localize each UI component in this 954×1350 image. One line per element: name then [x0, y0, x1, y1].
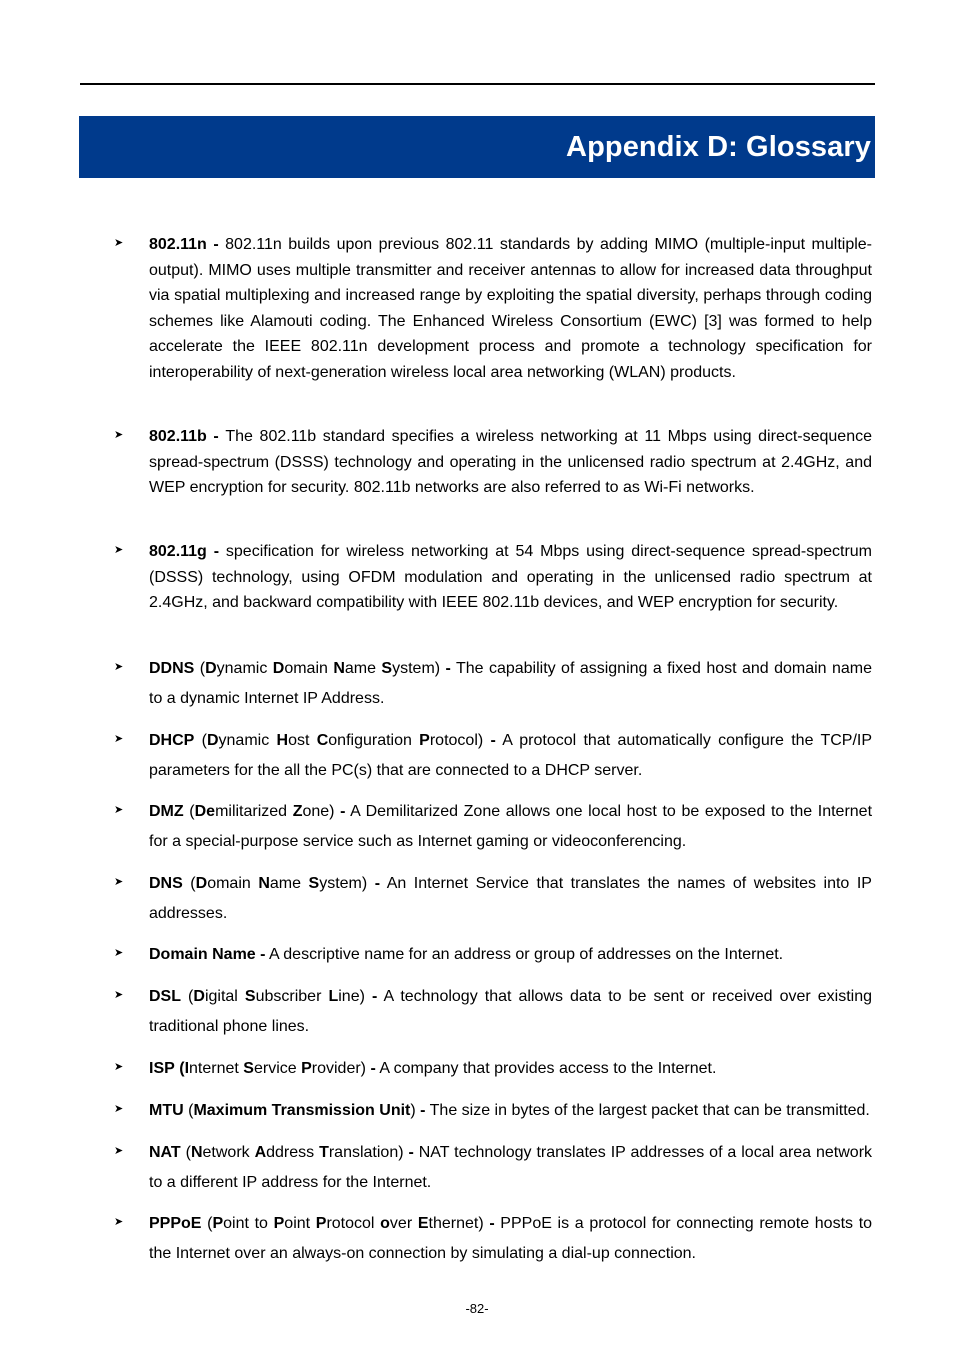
glossary-entry-802-11b — [114, 424, 874, 501]
entry-text: MTU (Maximum Transmission Unit) - The size in bytes of the largest packet that can be transmitted. — [149, 1102, 870, 1119]
glossary-entry-dns — [114, 869, 874, 928]
glossary-entry-domain-name — [114, 940, 874, 970]
page-title: Appendix D: Glossary — [566, 130, 871, 163]
entry-text: PPPoE (Point to Point Protocol over Ethernet) - PPPoE is a protocol for connecting remote hosts to the Internet over an always-on connection by simulating a dial-up connection. — [149, 1215, 873, 1262]
entry-text: DSL (Digital Subscriber Line) - A technology that allows data to be sent or received over existing traditional phone lines. — [149, 988, 872, 1035]
bullet-arrow-icon: ➤ — [114, 1102, 124, 1115]
glossary-entry-dmz — [114, 797, 874, 856]
entry-text: NAT (Network Address Translation) - NAT technology translates IP addresses of a local area network to a different IP address for the Internet. — [149, 1144, 873, 1191]
bullet-arrow-icon: ➤ — [114, 803, 124, 816]
entry-text: Domain Name - A descriptive name for an address or group of addresses on the Internet. — [149, 946, 784, 963]
glossary-entry-isp — [114, 1054, 874, 1084]
bullet-arrow-icon: ➤ — [114, 1060, 124, 1073]
bullet-arrow-icon: ➤ — [114, 660, 124, 673]
glossary-entry-dhcp — [114, 726, 874, 785]
bullet-arrow-icon: ➤ — [114, 428, 124, 441]
page-number: -82- — [465, 1301, 489, 1316]
glossary-entry-802-11n — [114, 232, 874, 386]
bullet-arrow-icon: ➤ — [114, 543, 124, 556]
entry-text: DMZ (Demilitarized Zone) - A Demilitarized Zone allows one local host to be exposed to the Internet for a special-purpose service such as Internet gaming or videoconferencing. — [149, 803, 873, 850]
bullet-arrow-icon: ➤ — [114, 988, 124, 1001]
entry-text: 802.11b - The 802.11b standard specifies a wireless networking at 11 Mbps using direct-sequence spread-spectrum (DSSS) technology and operating in the unlicensed radio spectrum at 2.4GHz, and WEP encryption for security. 802.11b networks are also referred to as Wi-Fi networks. — [149, 428, 873, 497]
glossary-entry-802-11g — [114, 539, 874, 616]
entry-text: DDNS (Dynamic Domain Name System) - The capability of assigning a fixed host and domain name to a dynamic Internet IP Address. — [149, 660, 873, 707]
glossary-entry-mtu — [114, 1096, 874, 1126]
glossary-entry-dsl — [114, 982, 874, 1041]
glossary-entry-pppoe — [114, 1209, 874, 1268]
glossary-entry-nat — [114, 1138, 874, 1197]
bullet-arrow-icon: ➤ — [114, 732, 124, 745]
bullet-arrow-icon: ➤ — [114, 1215, 124, 1228]
bullet-arrow-icon: ➤ — [114, 1144, 124, 1157]
entry-text: ISP (Internet Service Provider) - A company that provides access to the Internet. — [149, 1060, 717, 1077]
entry-text: 802.11g - specification for wireless networking at 54 Mbps using direct-sequence spread-spectrum (DSSS) technology, using OFDM modulation and operating in the unlicensed radio spectrum at 2.4GHz, and backward compatibility with IEEE 802.11b devices, and WEP encryption for security. — [149, 543, 873, 612]
bullet-arrow-icon: ➤ — [114, 236, 124, 249]
glossary-entry-ddns — [114, 654, 874, 713]
entry-text: DNS (Domain Name System) - An Internet Service that translates the names of websites into IP addresses. — [149, 875, 872, 922]
entry-text: DHCP (Dynamic Host Configuration Protocol) - A protocol that automatically configure the TCP/IP parameters for the all the PC(s) that are connected to a DHCP server. — [149, 732, 873, 779]
header-rule — [80, 83, 875, 85]
bullet-arrow-icon: ➤ — [114, 875, 124, 888]
title-banner — [79, 116, 875, 178]
bullet-arrow-icon: ➤ — [114, 946, 124, 959]
entry-text: 802.11n - 802.11n builds upon previous 802.11 standards by adding MIMO (multiple-input multiple-output). MIMO uses multiple transmitter and receiver antennas to allow for increased data throughput via spatial multiplexing and increased range by exploiting the spatial diversity, perhaps through coding schemes like Alamouti coding. The Enhanced Wireless Consortium (EWC) [3] was formed to help accelerate the IEEE 802.11n development process and promote a technology specification for interoperability of next-generation wireless local area networking (WLAN) products. — [149, 236, 872, 381]
